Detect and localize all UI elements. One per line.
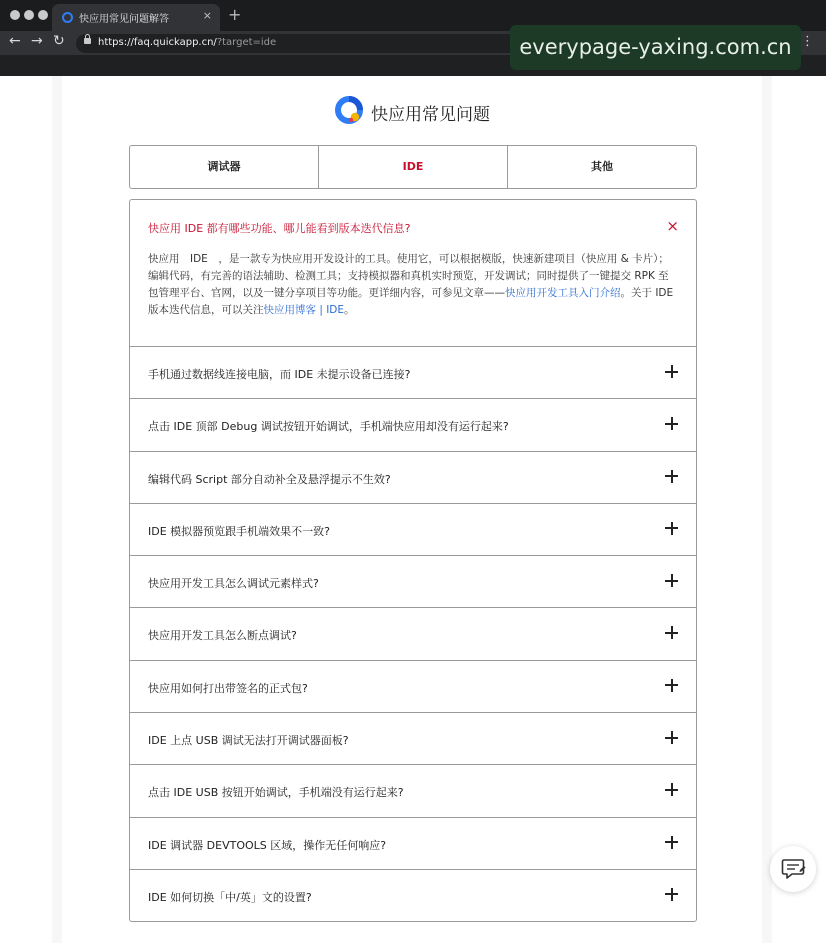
faq-answer: 快应用 IDE ，是一款专为快应用开发设计的工具。使用它，可以根据模版，快速新建项目（快应用 & 卡片）；编辑代码，有完善的语法辅助、检测工具；支持模拟器和真机实时预览，开发调试；同时提供了一键提交 RPK 至包管理平台、官网，以及一键分享项目等功能。更详细内容，可参见文章——快应用开发工具入门介绍。关于 IDE 版本迭代信息，可以关注快应用博客 | IDE。 [148, 253, 674, 316]
faq-item[interactable] [130, 870, 696, 922]
faq-item-expanded [130, 200, 696, 347]
tab-other[interactable]: 其他 [591, 160, 613, 173]
faq-item[interactable] [130, 661, 696, 713]
category-tabs [129, 145, 697, 189]
window-close-dot[interactable] [10, 10, 20, 20]
plus-icon[interactable] [665, 783, 678, 796]
forward-icon[interactable]: → [31, 33, 43, 49]
feedback-button[interactable] [770, 846, 816, 892]
plus-icon[interactable] [665, 470, 678, 483]
watermark: everypage-yaxing.com.cn [510, 25, 801, 70]
plus-icon[interactable] [665, 365, 678, 378]
reload-icon[interactable]: ↻ [53, 33, 65, 49]
plus-icon[interactable] [665, 574, 678, 587]
plus-icon[interactable] [665, 679, 678, 692]
tab-close-icon[interactable]: × [202, 9, 212, 22]
window-zoom-dot[interactable] [38, 10, 48, 20]
faq-question: 点击 IDE USB 按钮开始调试，手机端没有运行起来? [148, 786, 404, 800]
faq-question: IDE 调试器 DEVTOOLS 区域，操作无任何响应? [148, 838, 387, 852]
faq-question: 快应用如何打出带签名的正式包? [148, 681, 308, 695]
plus-icon[interactable] [665, 731, 678, 744]
window-minimize-dot[interactable] [24, 10, 34, 20]
article-link[interactable]: 快应用开发工具入门介绍 [505, 287, 621, 299]
faq-question: IDE 上点 USB 调试无法打开调试器面板? [148, 734, 349, 748]
faq-item[interactable] [130, 818, 696, 870]
blog-link[interactable]: 快应用博客 | IDE [263, 304, 345, 316]
faq-item[interactable] [130, 556, 696, 608]
left-gutter [52, 76, 62, 943]
faq-item[interactable] [130, 347, 696, 399]
faq-item[interactable] [130, 504, 696, 556]
browser-menu-icon[interactable]: ⋮ [801, 34, 814, 49]
faq-question: 手机通过数据线连接电脑，而 IDE 未提示设备已连接? [148, 368, 411, 381]
tab-debugger[interactable]: 调试器 [130, 146, 319, 188]
lock-icon [84, 38, 91, 44]
close-icon[interactable]: × [666, 217, 679, 235]
page-title: 快应用常见问题 [371, 105, 490, 125]
new-tab-button[interactable]: + [228, 5, 242, 24]
quickapp-logo-icon [334, 95, 364, 125]
faq-question: 快应用开发工具怎么调试元素样式? [148, 577, 319, 591]
right-gutter [762, 76, 772, 943]
faq-question: 快应用开发工具怎么断点调试? [148, 629, 297, 643]
feedback-icon [770, 846, 816, 892]
faq-question[interactable]: 快应用 IDE 都有哪些功能、哪儿能看到版本迭代信息? [148, 222, 411, 235]
plus-icon[interactable] [665, 836, 678, 849]
browser-tab[interactable] [52, 4, 220, 31]
plus-icon[interactable] [665, 626, 678, 639]
faq-question: IDE 如何切换「中/英」文的设置? [148, 890, 312, 904]
page-header [0, 90, 826, 130]
back-icon[interactable]: ← [9, 33, 21, 49]
browser-tab-title: 快应用常见问题解答 [79, 14, 169, 25]
faq-item[interactable] [130, 452, 696, 504]
plus-icon[interactable] [665, 888, 678, 901]
favicon-icon [62, 12, 73, 23]
plus-icon[interactable] [665, 522, 678, 535]
faq-item[interactable] [130, 399, 696, 451]
faq-question: 编辑代码 Script 部分自动补全及悬浮提示不生效? [148, 472, 391, 486]
faq-item[interactable] [130, 608, 696, 660]
faq-question: 点击 IDE 顶部 Debug 调试按钮开始调试，手机端快应用却没有运行起来? [148, 420, 509, 434]
faq-item[interactable] [130, 765, 696, 817]
plus-icon[interactable] [665, 417, 678, 430]
faq-list [129, 199, 697, 922]
faq-question: IDE 模拟器预览跟手机端效果不一致? [148, 524, 330, 538]
tab-ide[interactable]: IDE [319, 146, 508, 188]
url-text: https://faq.quickapp.cn/?target=ide [98, 37, 277, 48]
faq-item[interactable] [130, 713, 696, 765]
